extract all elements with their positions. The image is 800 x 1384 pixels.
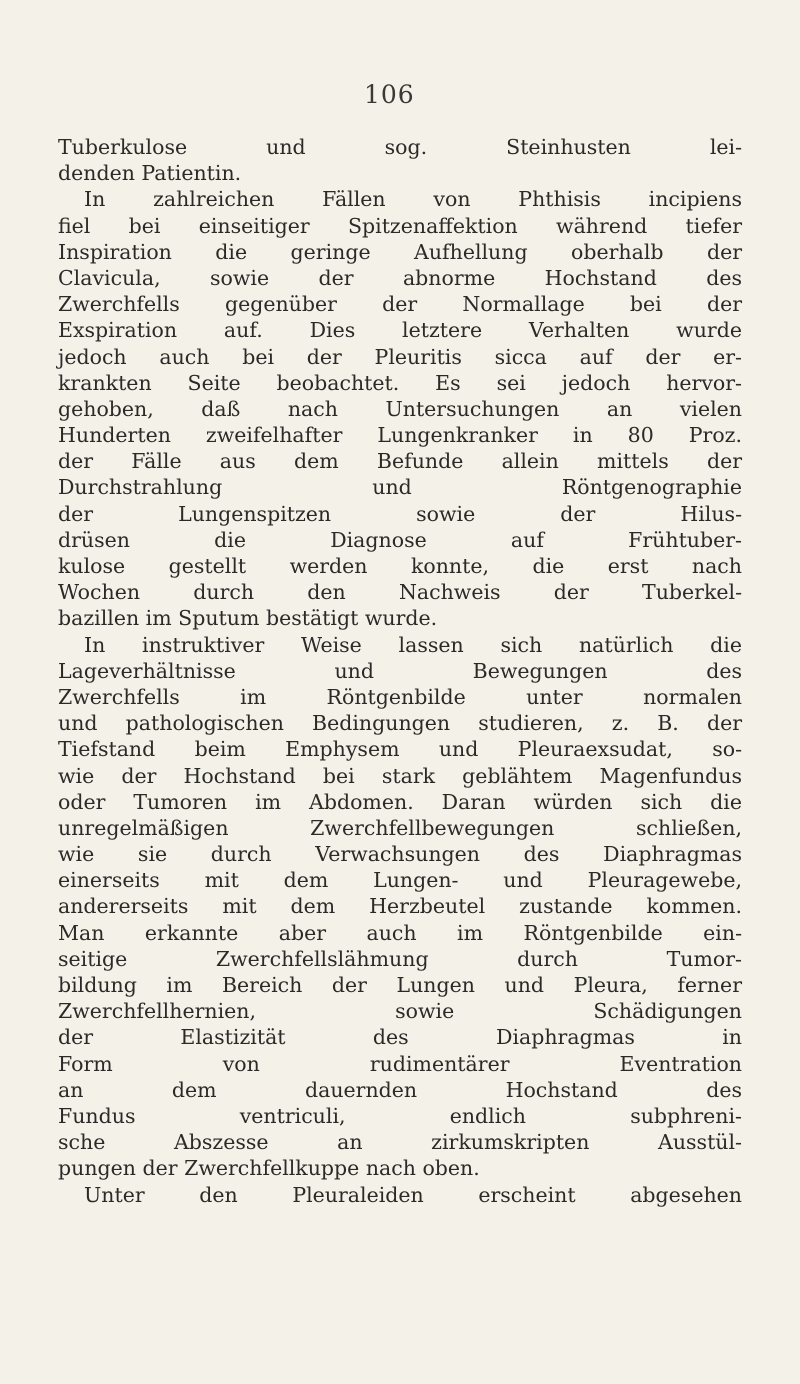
text-line: unregelmäßigen Zwerchfellbewegungen schließen, bbox=[58, 815, 742, 840]
text-line: gehoben, daß nach Untersuchungen an vielen bbox=[58, 396, 742, 421]
text-line: Unter den Pleuraleiden erscheint abgesehen bbox=[84, 1182, 742, 1207]
text-line: andererseits mit dem Herzbeutel zustande kommen. bbox=[58, 894, 742, 919]
text-line: wie sie durch Verwachsungen des Diaphragmas bbox=[58, 842, 742, 867]
text-line: der Elastizität des Diaphragmas in bbox=[58, 1025, 742, 1050]
text-line: an dem dauernden Hochstand des bbox=[58, 1077, 742, 1102]
text-line: denden Patientin. bbox=[58, 161, 242, 186]
text-line: Tiefstand beim Emphysem und Pleuraexsudat, so- bbox=[58, 737, 742, 762]
text-line: Man erkannte aber auch im Röntgenbilde ein- bbox=[58, 920, 742, 945]
text-line: Tuberkulose und sog. Steinhusten lei- bbox=[58, 135, 742, 159]
text-line: Durchstrahlung und Röntgenographie bbox=[58, 475, 742, 500]
text-line: Exspiration auf. Dies letztere Verhalten wurde bbox=[58, 318, 742, 343]
text-line: Clavicula, sowie der abnorme Hochstand des bbox=[58, 265, 742, 290]
text-line: einerseits mit dem Lungen- und Pleuragewebe, bbox=[58, 868, 742, 893]
text-line: In zahlreichen Fällen von Phthisis incipiens bbox=[84, 187, 742, 212]
text-line: Hunderten zweifelhafter Lungenkranker in 80 Proz. bbox=[58, 423, 742, 448]
text-line: der Lungenspitzen sowie der Hilus- bbox=[58, 501, 742, 526]
text-line: sche Abszesse an zirkumskripten Ausstül- bbox=[58, 1130, 742, 1155]
text-line: krankten Seite beobachtet. Es sei jedoch hervor- bbox=[58, 370, 742, 395]
text-line: und pathologischen Bedingungen studieren, z. B. der bbox=[58, 711, 742, 736]
text-line: In instruktiver Weise lassen sich natürlich die bbox=[84, 632, 742, 657]
text-line: seitige Zwerchfellslähmung durch Tumor- bbox=[58, 946, 742, 971]
text-line: Inspiration die geringe Aufhellung oberhalb der bbox=[58, 239, 742, 264]
text-line: fiel bei einseitiger Spitzenaffektion während tiefer bbox=[58, 213, 742, 238]
text-line: Form von rudimentärer Eventration bbox=[58, 1051, 742, 1076]
text-line: pungen der Zwerchfellkuppe nach oben. bbox=[58, 1156, 480, 1181]
text-line: drüsen die Diagnose auf Frühtuber- bbox=[58, 527, 742, 552]
text-line: Zwerchfellhernien, sowie Schädigungen bbox=[58, 999, 742, 1024]
text-line: kulose gestellt werden konnte, die erst nach bbox=[58, 554, 742, 578]
text-line: jedoch auch bei der Pleuritis sicca auf der er- bbox=[58, 344, 742, 369]
body-text bbox=[58, 134, 742, 1208]
text-line: oder Tumoren im Abdomen. Daran würden sich die bbox=[58, 789, 742, 814]
text-line: Lageverhältnisse und Bewegungen des bbox=[58, 658, 742, 683]
text-line: Fundus ventriculi, endlich subphreni- bbox=[58, 1103, 742, 1128]
text-line: Zwerchfells gegenüber der Normallage bei der bbox=[58, 292, 742, 317]
text-line: der Fälle aus dem Befunde allein mittels der bbox=[58, 449, 742, 474]
text-line: wie der Hochstand bei stark geblähtem Magenfundus bbox=[58, 763, 742, 788]
text-line: Wochen durch den Nachweis der Tuberkel- bbox=[58, 580, 742, 605]
text-line: Zwerchfells im Röntgenbilde unter normalen bbox=[58, 684, 742, 709]
text-line: bazillen im Sputum bestätigt wurde. bbox=[58, 606, 438, 631]
text-line: bildung im Bereich der Lungen und Pleura, ferner bbox=[58, 973, 742, 997]
page-number: 106 bbox=[364, 80, 415, 109]
